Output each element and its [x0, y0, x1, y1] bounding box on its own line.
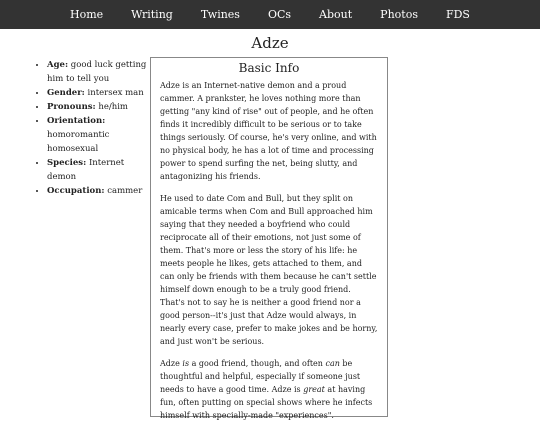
text-run: a good friend, though, and often	[189, 359, 326, 368]
fact-label: Age:	[47, 60, 69, 70]
nav-link-photos[interactable]: Photos	[380, 8, 418, 21]
emphasis-text: is	[182, 359, 190, 368]
fact-value: intersex man	[87, 88, 144, 98]
fact-value: cammer	[107, 186, 143, 196]
emphasis-text: can	[325, 359, 340, 368]
fact-label: Occupation:	[47, 186, 105, 196]
fact-value: good luck getting him to tell you	[47, 60, 147, 84]
nav-link-about[interactable]: About	[319, 8, 353, 21]
fact-label: Gender:	[47, 88, 85, 98]
basic-info-title: Basic Info	[238, 61, 300, 75]
emphasis-text: great	[303, 385, 325, 394]
nav-link-fds[interactable]: FDS	[445, 8, 470, 21]
fact-value: he/him	[98, 102, 128, 112]
nav-link-twines[interactable]: Twines	[200, 8, 240, 21]
nav-link-ocs[interactable]: OCs	[267, 8, 292, 21]
fact-species	[47, 156, 155, 184]
fact-label: Pronouns:	[47, 102, 96, 112]
nav-link-writing[interactable]: Writing	[131, 8, 173, 21]
fact-label: Orientation:	[47, 116, 106, 126]
fact-label: Species:	[47, 158, 87, 168]
nav-link-home[interactable]: Home	[70, 8, 104, 21]
character-facts-list	[36, 58, 155, 198]
fact-occupation	[47, 184, 155, 198]
fact-value: Internet demon	[47, 158, 125, 182]
fact-pronouns	[47, 100, 155, 114]
basic-info-paragraph-2: He used to date Com and Bull, but they split on amicable terms when Com and Bull approached him saying that they needed a boyfriend who could reciprocate all of their emotions, not just some of them. That's more or less the story of his life: he meets people he likes, gets attached to them, and can only be friends with them because he can't settle himself down enough to be a truly good friend. That's not to say he is neither a good friend nor a good person--it's just that Adze would always, in nearly every case, prefer to make jokes and be horny, and just won't be serious.	[160, 194, 378, 346]
text-run: be thoughtful and helpful, especially if someone just needs to have a good time. Adze is	[160, 359, 361, 394]
fact-orientation	[47, 114, 155, 156]
basic-info-box	[150, 57, 388, 420]
basic-info-paragraph-1: Adze is an Internet-native demon and a proud cammer. A prankster, he loves nothing more than getting "any kind of rise" out of people, and he often finds it incredibly difficult to be serious or to take things seriously. Of course, he's very online, and with no physical body, he has a lot of time and processing power to spend surfing the net, being slutty, and antagonizing his friends.	[160, 81, 377, 181]
fact-age	[47, 58, 155, 86]
fact-value: homoromantic homosexual	[47, 130, 110, 154]
text-run: Adze	[160, 359, 183, 368]
fact-gender	[47, 86, 155, 100]
page-title: Adze	[251, 34, 289, 52]
text-run: at having fun, often putting on special shows where he infects himself with specially-made "experiences".	[160, 385, 373, 420]
basic-info-paragraph-3	[160, 357, 378, 422]
top-navbar	[0, 0, 540, 29]
